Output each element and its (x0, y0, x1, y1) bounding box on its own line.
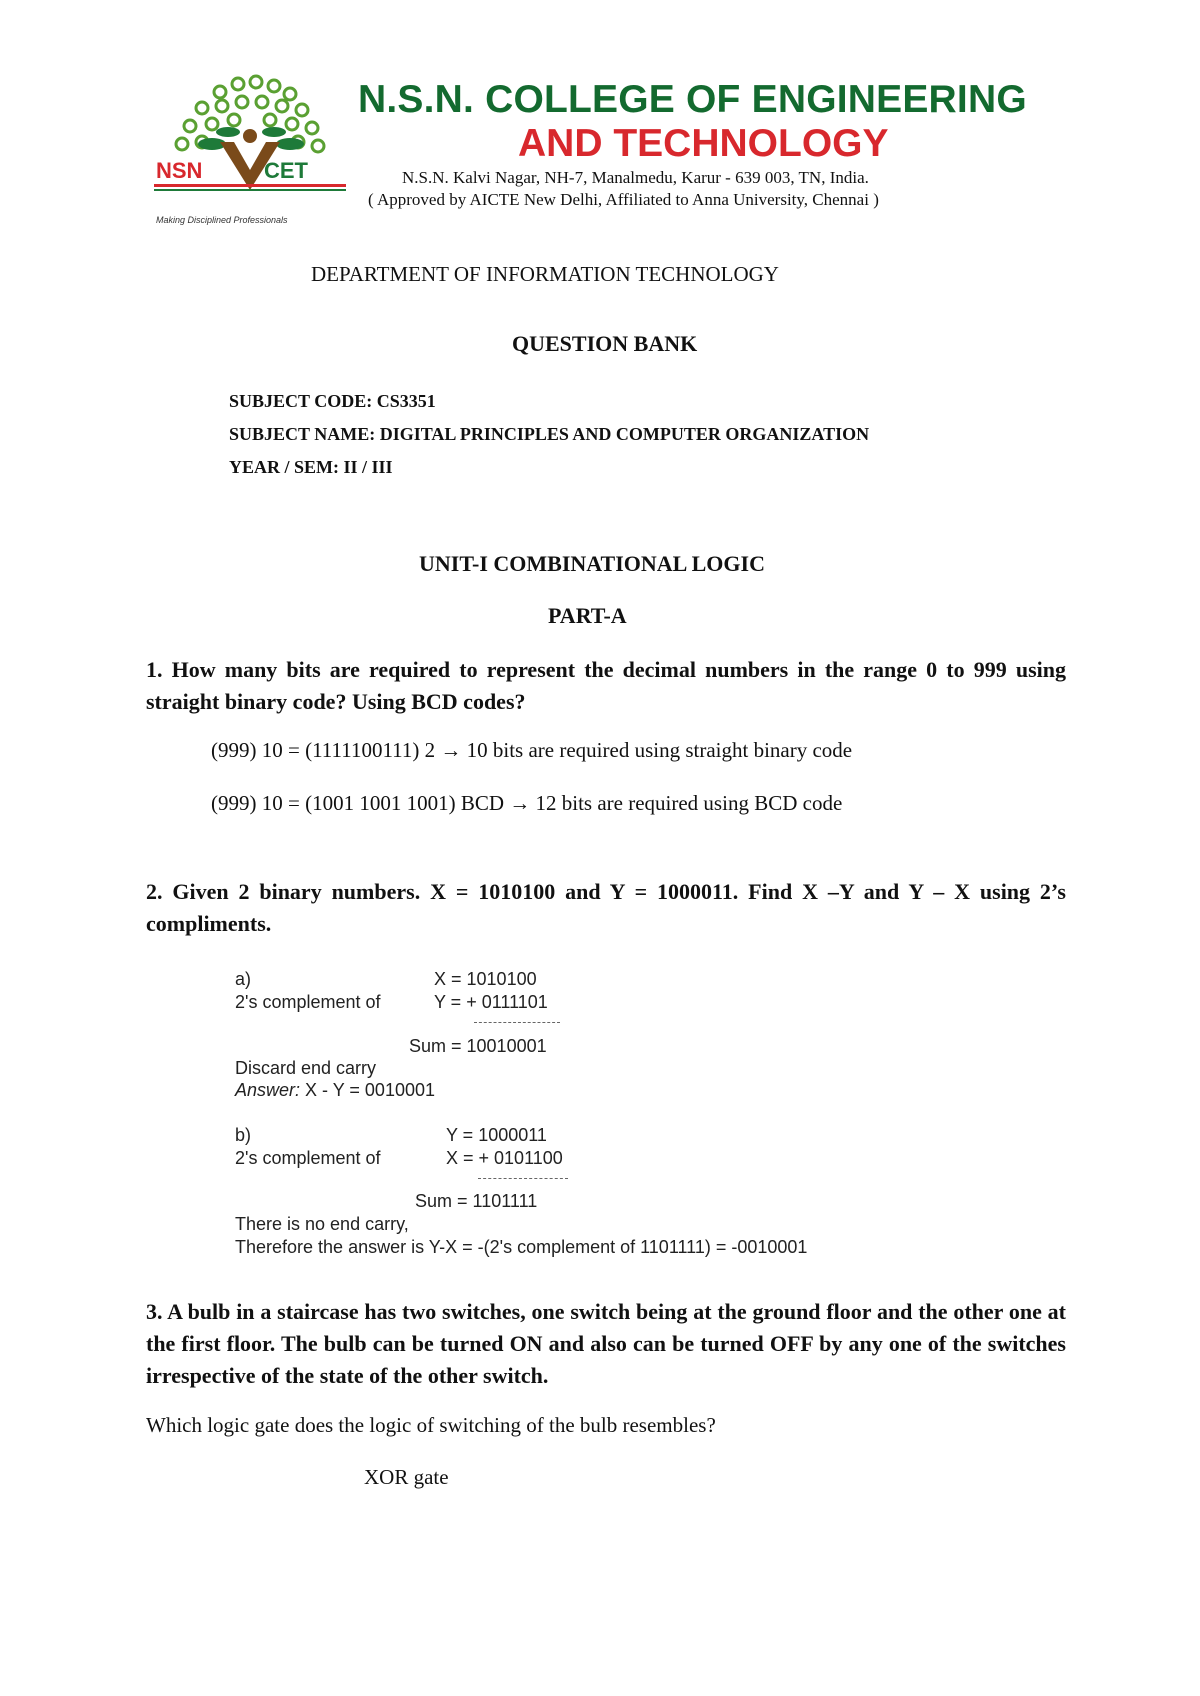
question-3-prompt: Which logic gate does the logic of switching of the bulb resembles? (146, 1413, 716, 1437)
part-b-y-value: Y = 1000011 (446, 1125, 547, 1145)
question-3: 3. A bulb in a staircase has two switches, one switch being at the ground floor and the other one at the first floor. The bulb can be turned ON and also can be turned OFF by any one of the switches irrespective of the state of the other switch. (146, 1299, 1066, 1388)
department-heading: DEPARTMENT OF INFORMATION TECHNOLOGY (311, 262, 779, 286)
question-3-answer: XOR gate (364, 1465, 449, 1489)
part-a-discard-note: Discard end carry (235, 1058, 377, 1078)
logo-text-nsn: NSN (156, 158, 203, 183)
question-2: 2. Given 2 binary numbers. X = 1010100 and Y = 1000011. Find X –Y and Y – X using 2’s compliments. (146, 879, 1066, 936)
part-a-complement-label: 2's complement of (235, 992, 381, 1012)
college-address: N.S.N. Kalvi Nagar, NH-7, Manalmedu, Karur - 639 003, TN, India. (402, 168, 869, 187)
college-approval: ( Approved by AICTE New Delhi, Affiliated to Anna University, Chennai ) (368, 190, 879, 209)
logo-tagline: Making Disciplined Professionals (156, 215, 288, 225)
part-b-x-complement: X = + 0101100 (446, 1148, 563, 1168)
question-1: 1. How many bits are required to represent the decimal numbers in the range 0 to 999 using straight binary code? Using BCD codes? (146, 657, 1066, 714)
part-a-answer-value: X - Y = 0010001 (305, 1080, 435, 1100)
unit-heading: UNIT-I COMBINATIONAL LOGIC (419, 551, 765, 576)
part-a-label: a) (235, 969, 252, 989)
subject-name: SUBJECT NAME: DIGITAL PRINCIPLES AND COMPUTER ORGANIZATION (229, 424, 870, 444)
subject-code: SUBJECT CODE: CS3351 (229, 391, 436, 411)
college-name-line2: AND TECHNOLOGY (518, 122, 889, 165)
part-b-complement-label: 2's complement of (235, 1148, 381, 1168)
part-a-answer-label: Answer: (235, 1080, 301, 1100)
logo-text-cet: CET (264, 158, 308, 183)
part-a-sum: Sum = 10010001 (409, 1036, 547, 1056)
part-b-sum-rule (478, 1178, 568, 1179)
part-b-sum: Sum = 1101111 (415, 1191, 538, 1211)
part-a-x-value: X = 1010100 (434, 969, 537, 989)
college-name-line1: N.S.N. COLLEGE OF ENGINEERING (358, 78, 1027, 121)
part-a-y-complement: Y = + 0111101 (434, 992, 548, 1012)
part-heading: PART-A (548, 603, 627, 628)
part-a-sum-rule (474, 1022, 560, 1023)
document-title: QUESTION BANK (512, 331, 698, 356)
part-a-answer (235, 1080, 435, 1101)
part-b-label: b) (235, 1125, 252, 1145)
college-logo (150, 70, 350, 230)
part-b-note-2: Therefore the answer is Y-X = -(2's complement of 1101111) = -0010001 (235, 1237, 808, 1257)
part-b-note-1: There is no end carry, (235, 1214, 409, 1234)
question-1-answer-1: (999) 10 = (1111100111) 2 → 10 bits are required using straight binary code (211, 738, 853, 762)
question-1-answer-2: (999) 10 = (1001 1001 1001) BCD → 12 bits are required using BCD code (211, 791, 843, 815)
year-sem: YEAR / SEM: II / III (229, 457, 393, 477)
